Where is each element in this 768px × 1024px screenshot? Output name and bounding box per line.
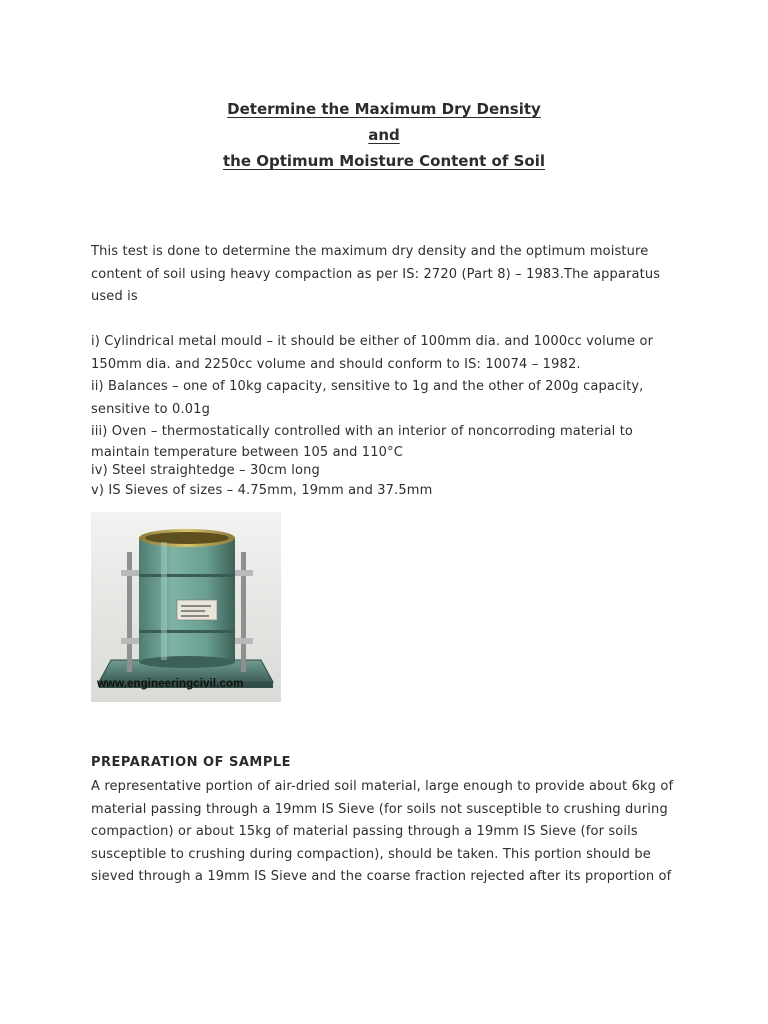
apparatus-line: maintain temperature between 105 and 110°C (91, 444, 403, 460)
title-line-3: the Optimum Moisture Content of Soil (222, 152, 545, 170)
apparatus-line: 150mm dia. and 2250cc volume and should conform to IS: 10074 – 1982. (91, 356, 581, 372)
preparation-line: material passing through a 19mm IS Sieve (for soils not susceptible to crushing during (91, 801, 668, 817)
apparatus-line: ii) Balances – one of 10kg capacity, sensitive to 1g and the other of 200g capacity, (91, 379, 644, 394)
intro-line: used is (91, 289, 138, 304)
preparation-paragraph (91, 776, 691, 889)
preparation-line: sieved through a 19mm IS Sieve and the coarse fraction rejected after its proportion of (91, 869, 672, 884)
apparatus-line: v) IS Sieves of sizes – 4.75mm, 19mm and 37.5mm (91, 482, 433, 498)
preparation-line: compaction) or about 15kg of material passing through a 19mm IS Sieve (for soils (91, 824, 638, 839)
photo-watermark: www.engineeringcivil.com (97, 678, 244, 690)
title-line-2: and (368, 126, 400, 144)
document-title (0, 96, 768, 174)
compaction-mould-photo (91, 512, 281, 702)
apparatus-line: sensitive to 0.01g (91, 401, 211, 417)
title-line-1: Determine the Maximum Dry Density (227, 100, 541, 118)
section-heading: PREPARATION OF SAMPLE (91, 755, 292, 770)
apparatus-line: iii) Oven – thermostatically controlled with an interior of noncorroding material to (91, 424, 634, 439)
apparatus-line: i) Cylindrical metal mould – it should be either of 100mm dia. and 1000cc volume or (91, 334, 654, 349)
apparatus-line: iv) Steel straightedge – 30cm long (91, 462, 320, 478)
preparation-line: susceptible to crushing during compaction), should be taken. This portion should be (91, 846, 651, 862)
intro-line: content of soil using heavy compaction as per IS: 2720 (Part 8) – 1983.The apparatus (91, 266, 661, 282)
intro-line: This test is done to determine the maximum dry density and the optimum moisture (91, 244, 649, 259)
preparation-line: A representative portion of air-dried soil material, large enough to provide about 6kg of (91, 779, 674, 794)
apparatus-list (91, 331, 691, 501)
intro-paragraph (91, 241, 691, 309)
